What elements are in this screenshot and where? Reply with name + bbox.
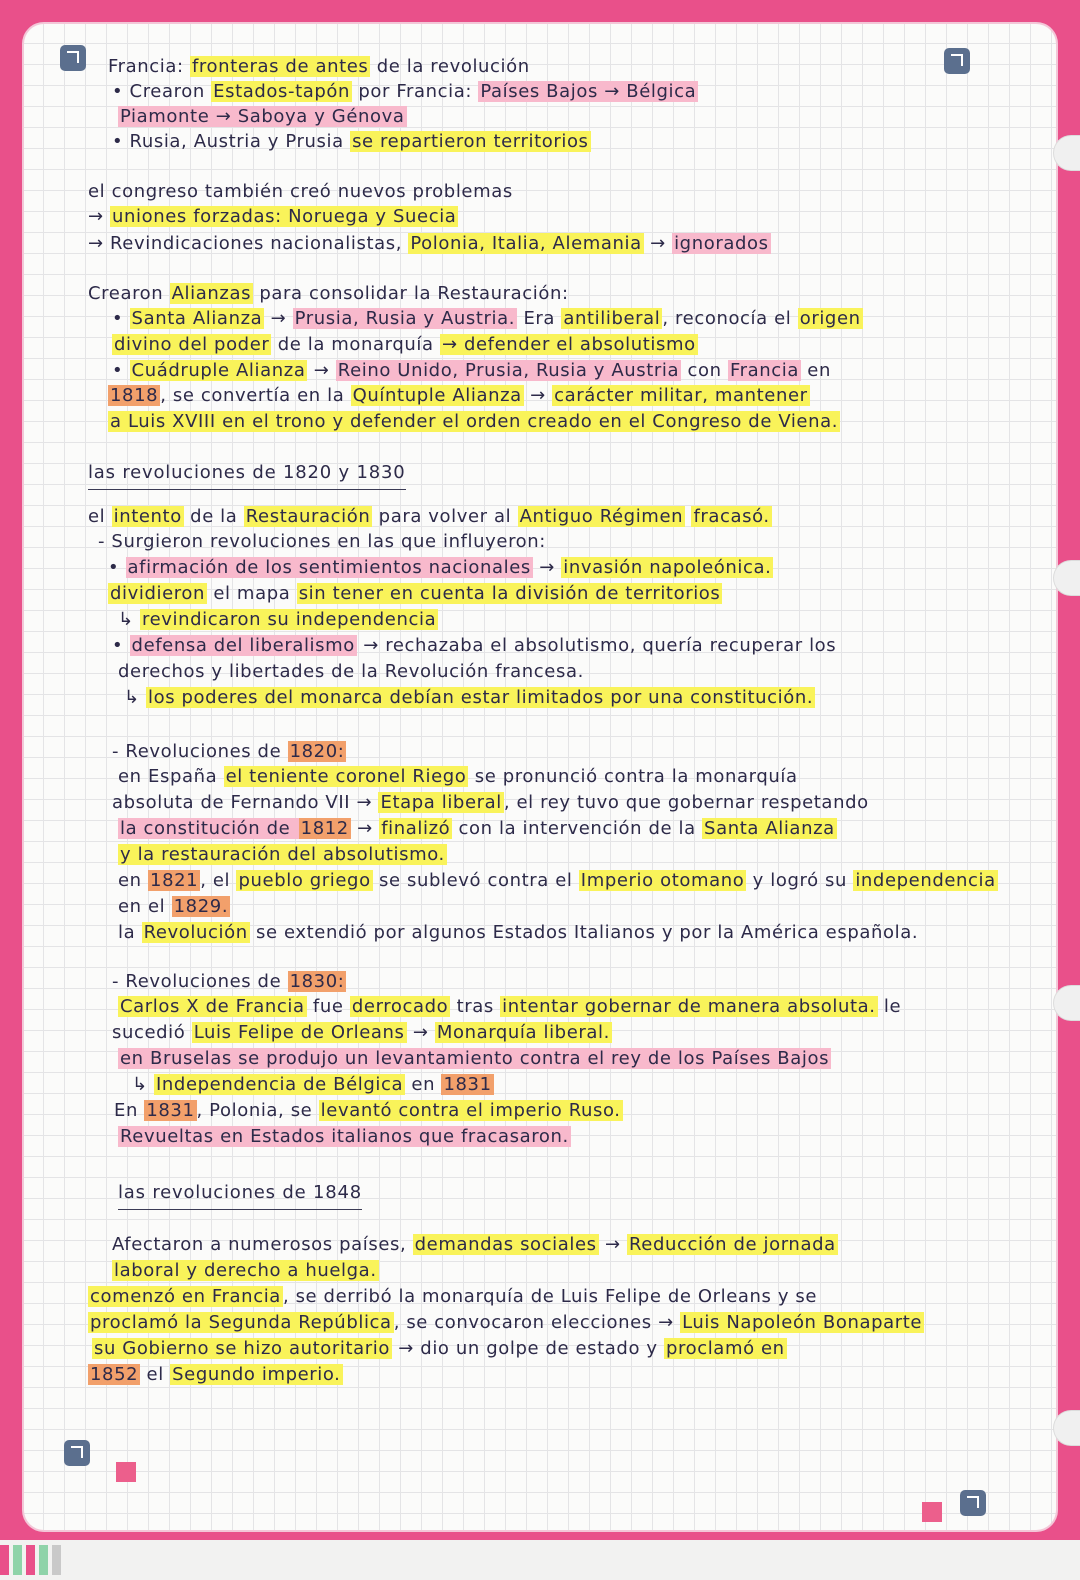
highlighted-text: fronteras de antes xyxy=(192,56,369,77)
note-line xyxy=(92,1337,787,1361)
note-line xyxy=(112,970,346,994)
note-text: , se convertía en la xyxy=(160,385,351,406)
note-line xyxy=(112,1233,838,1257)
note-line xyxy=(88,1311,924,1335)
highlighted-text: intento xyxy=(113,506,182,527)
highlighted-text: Reducción de jornada xyxy=(628,1234,836,1255)
note-line xyxy=(112,333,698,357)
note-text: derechos y libertades de la Revolución francesa. xyxy=(118,661,584,682)
highlighted-text: antiliberal xyxy=(563,308,661,329)
note-line xyxy=(118,660,584,684)
note-text: en xyxy=(405,1074,442,1095)
note-line xyxy=(112,740,346,764)
highlighted-text: invasión napoleónica. xyxy=(563,557,772,578)
note-text: con xyxy=(681,360,728,381)
highlighted-text: Revolución xyxy=(143,922,248,943)
highlighted-text: proclamó la Segunda República xyxy=(90,1312,392,1333)
highlighted-text: Independencia de Bélgica xyxy=(156,1074,404,1095)
note-line xyxy=(88,232,771,256)
highlighted-text: Luis Felipe de Orleans xyxy=(193,1022,405,1043)
highlighted-text: Polonia, Italia, Alemania xyxy=(410,233,642,254)
note-text: , se derribó la monarquía de Luis Felipe de Orleans y se xyxy=(282,1286,818,1307)
note-line xyxy=(112,130,591,154)
highlighted-text: Piamonte → Saboya y Génova xyxy=(120,106,405,127)
note-line xyxy=(112,80,698,104)
notebook-bottom-strip xyxy=(0,1540,1080,1580)
note-line xyxy=(118,1125,571,1149)
highlighted-text: Etapa liberal xyxy=(380,792,502,813)
note-text: → xyxy=(264,308,293,329)
highlighted-text: derrocado xyxy=(351,996,449,1017)
note-line xyxy=(118,995,901,1019)
note-text: → Revindicaciones nacionalistas, xyxy=(88,233,409,254)
highlighted-text: a Luis XVIII en el trono y defender el orden creado en el Congreso de Viena. xyxy=(110,411,839,432)
note-text: con la intervención de la xyxy=(452,818,703,839)
note-text: se extendió por algunos Estados Italianos y por la América española. xyxy=(249,922,919,943)
note-line xyxy=(88,282,569,306)
note-text: se sublevó contra el xyxy=(372,870,579,891)
note-text: → xyxy=(88,206,111,227)
note-line xyxy=(108,410,840,434)
note-text: absoluta de Fernando VII → xyxy=(112,792,379,813)
note-text: → xyxy=(523,385,553,406)
highlighted-text: revindicaron su independencia xyxy=(142,609,437,630)
note-line xyxy=(118,869,998,893)
note-text: el xyxy=(140,1364,171,1385)
highlighted-text: y la restauración del absolutismo. xyxy=(120,844,445,865)
note-text: - Revoluciones de xyxy=(112,741,288,762)
note-line xyxy=(132,1073,494,1097)
highlighted-text: Prusia, Rusia y Austria. xyxy=(294,308,516,329)
note-line xyxy=(98,530,546,554)
note-text: ↳ xyxy=(124,687,147,708)
note-text: el xyxy=(88,506,112,527)
note-text: → xyxy=(643,233,673,254)
highlighted-text: 1812 xyxy=(300,818,349,839)
color-tab-green xyxy=(13,1545,22,1575)
note-text: sucedió xyxy=(112,1022,192,1043)
note-line xyxy=(118,843,447,867)
note-text: → xyxy=(307,360,336,381)
highlighted-text: demandas sociales xyxy=(414,1234,597,1255)
note-line xyxy=(108,384,810,408)
note-line xyxy=(118,608,438,632)
note-text: → xyxy=(406,1022,435,1043)
highlighted-text: Francia xyxy=(729,360,799,381)
note-line xyxy=(108,582,722,606)
note-text: ↳ xyxy=(118,609,141,630)
highlighted-text: 1829. xyxy=(173,896,229,917)
note-line xyxy=(108,556,773,580)
note-line xyxy=(112,791,869,815)
highlighted-text: independencia xyxy=(855,870,996,891)
note-text: de la monarquía xyxy=(271,334,440,355)
highlighted-text: Carlos X de Francia xyxy=(120,996,305,1017)
highlighted-text: fracasó. xyxy=(693,506,770,527)
corner-bracket-icon xyxy=(944,48,970,74)
highlighted-text: comenzó en Francia xyxy=(90,1286,281,1307)
note-text: en xyxy=(800,360,831,381)
note-text: → xyxy=(598,1234,627,1255)
note-text: En xyxy=(114,1100,145,1121)
highlighted-text: Luis Napoleón Bonaparte xyxy=(682,1312,923,1333)
highlighted-text: los poderes del monarca debían estar limitados por una constitución. xyxy=(148,687,814,708)
color-tab-green xyxy=(39,1545,48,1575)
highlighted-text: Alianzas xyxy=(171,283,252,304)
note-line xyxy=(112,634,836,658)
highlighted-text: el teniente coronel Riego xyxy=(225,766,467,787)
note-line xyxy=(112,307,863,331)
note-text: le xyxy=(877,996,902,1017)
note-text: fue xyxy=(306,996,350,1017)
note-line xyxy=(118,105,407,129)
note-line xyxy=(88,1363,343,1387)
note-text: • xyxy=(112,360,130,381)
highlighted-text: 1820: xyxy=(289,741,345,762)
note-line xyxy=(114,1099,623,1123)
note-text: , se convocaron elecciones → xyxy=(393,1312,681,1333)
section-heading-1848: las revoluciones de 1848 xyxy=(118,1181,362,1210)
note-text: tras xyxy=(450,996,501,1017)
note-text: y logró su xyxy=(746,870,854,891)
note-line xyxy=(118,1047,831,1071)
note-line xyxy=(112,359,831,383)
pink-marker-square xyxy=(116,1462,136,1482)
highlighted-text: su Gobierno se hizo autoritario xyxy=(94,1338,390,1359)
highlighted-text: levantó contra el imperio Ruso. xyxy=(320,1100,621,1121)
highlighted-text: Reino Unido, Prusia, Rusia y Austria xyxy=(337,360,680,381)
note-text: ↳ xyxy=(132,1074,155,1095)
note-text: Era xyxy=(517,308,562,329)
color-tab-pink xyxy=(0,1545,9,1575)
highlighted-text: Estados-tapón xyxy=(213,81,351,102)
highlighted-text: Antiguo Régimen xyxy=(519,506,684,527)
highlighted-text: se repartieron territorios xyxy=(352,131,589,152)
highlighted-text: 1830: xyxy=(289,971,345,992)
note-line xyxy=(118,921,918,945)
note-text: • xyxy=(108,557,126,578)
note-text: en xyxy=(118,870,149,891)
highlighted-text: origen xyxy=(799,308,861,329)
highlighted-text: → defender el absolutismo xyxy=(441,334,696,355)
note-text: para consolidar la Restauración: xyxy=(253,283,569,304)
note-text: en España xyxy=(118,766,224,787)
highlighted-text: divino del poder xyxy=(114,334,270,355)
note-line xyxy=(112,1259,379,1283)
note-line xyxy=(88,180,513,204)
highlighted-text: Segundo imperio. xyxy=(172,1364,341,1385)
highlighted-text: Quíntuple Alianza xyxy=(352,385,522,406)
section-heading-1820-1830: las revoluciones de 1820 y 1830 xyxy=(88,461,406,490)
highlighted-text: finalizó xyxy=(381,818,451,839)
corner-bracket-icon xyxy=(960,1490,986,1516)
highlighted-text: en Bruselas se produjo un levantamiento contra el rey de los Países Bajos xyxy=(120,1048,830,1069)
highlighted-text: uniones forzadas: Noruega y Suecia xyxy=(112,206,457,227)
note-text: • Rusia, Austria y Prusia xyxy=(112,131,351,152)
note-text: se pronunció contra la monarquía xyxy=(468,766,798,787)
highlighted-text: Revueltas en Estados italianos que fracasaron. xyxy=(120,1126,569,1147)
note-text: para volver al xyxy=(372,506,518,527)
highlighted-text: 1821 xyxy=(150,870,199,891)
note-text: • xyxy=(112,308,130,329)
highlighted-text: dividieron xyxy=(110,583,206,604)
note-text: por Francia: xyxy=(352,81,479,102)
note-text: • xyxy=(112,635,130,656)
note-text: de la revolución xyxy=(370,56,530,77)
note-text: → xyxy=(532,557,562,578)
note-text: , el rey tuvo que gobernar respetando xyxy=(503,792,869,813)
note-line xyxy=(112,1021,612,1045)
pink-marker-square xyxy=(922,1502,942,1522)
note-text: la xyxy=(118,922,142,943)
highlighted-text: 1818 xyxy=(110,385,159,406)
note-line xyxy=(118,817,837,841)
note-text: Afectaron a numerosos países, xyxy=(112,1234,413,1255)
note-line xyxy=(124,686,815,710)
highlighted-text: intentar gobernar de manera absoluta. xyxy=(502,996,876,1017)
note-line xyxy=(118,765,798,789)
note-text: → xyxy=(350,818,380,839)
note-text: de la xyxy=(183,506,244,527)
highlighted-text: pueblo griego xyxy=(238,870,371,891)
highlighted-text: Imperio otomano xyxy=(580,870,745,891)
note-text: → rechazaba el absolutismo, quería recuperar los xyxy=(356,635,837,656)
note-line xyxy=(88,1285,817,1309)
highlighted-text: Santa Alianza xyxy=(704,818,835,839)
highlighted-text: laboral y derecho a huelga. xyxy=(114,1260,377,1281)
note-line xyxy=(88,205,458,229)
color-tab-pink xyxy=(26,1545,35,1575)
highlighted-text: sin tener en cuenta la división de territorios xyxy=(298,583,721,604)
note-text: • Crearon xyxy=(112,81,212,102)
note-text: , Polonia, se xyxy=(196,1100,319,1121)
corner-bracket-icon xyxy=(64,1440,90,1466)
highlighted-text: Santa Alianza xyxy=(131,308,263,329)
highlighted-text: Cuádruple Alianza xyxy=(131,360,306,381)
highlighted-text: afirmación de los sentimientos nacionales xyxy=(127,557,531,578)
highlighted-text: proclamó en xyxy=(665,1338,785,1359)
note-text: - Surgieron revoluciones en las que influyeron: xyxy=(98,531,546,552)
highlighted-text: carácter militar, mantener xyxy=(554,385,808,406)
highlighted-text: Países Bajos → Bélgica xyxy=(480,81,697,102)
note-text: , el xyxy=(200,870,237,891)
note-text: → dio un golpe de estado y xyxy=(391,1338,664,1359)
highlighted-text: 1831 xyxy=(443,1074,492,1095)
note-text: - Revoluciones de xyxy=(112,971,288,992)
note-line xyxy=(108,55,530,79)
highlighted-text: 1831 xyxy=(146,1100,195,1121)
highlighted-text: Monarquía liberal. xyxy=(436,1022,610,1043)
highlighted-text: defensa del liberalismo xyxy=(131,635,355,656)
highlighted-text: ignorados xyxy=(674,233,769,254)
highlighted-text: la constitución de xyxy=(120,818,297,839)
note-line xyxy=(88,505,772,529)
note-text: Crearon xyxy=(88,283,170,304)
note-text: Francia: xyxy=(108,56,190,77)
note-text: en el xyxy=(118,896,172,917)
note-text: , reconocía el xyxy=(662,308,798,329)
highlighted-text: 1852 xyxy=(90,1364,139,1385)
note-line xyxy=(118,895,230,919)
note-text: el mapa xyxy=(207,583,297,604)
note-text: el congreso también creó nuevos problemas xyxy=(88,181,513,202)
color-tab-grey xyxy=(52,1545,61,1575)
corner-bracket-icon xyxy=(60,45,86,71)
highlighted-text: Restauración xyxy=(245,506,371,527)
